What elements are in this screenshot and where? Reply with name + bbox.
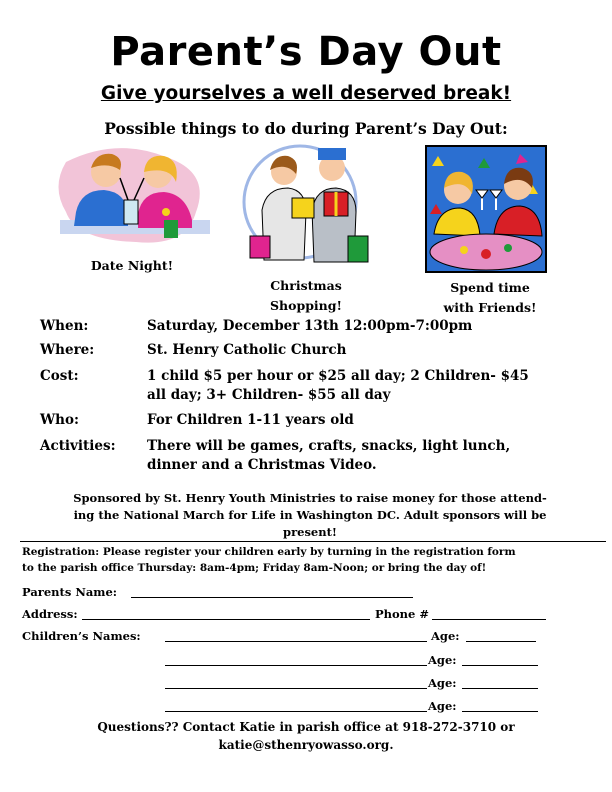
where-row [40,341,610,361]
age-label-1: Age: [431,629,460,643]
cost-label: Cost: [40,368,79,384]
registration-line1: Registration: Please register your children early by turning in the registration form [22,546,516,558]
possible-heading: Possible things to do during Parent’s Day Out: [104,119,508,138]
parents-name-field[interactable] [131,597,413,598]
address-label: Address: [22,607,78,621]
when-value: Saturday, December 13th 12:00pm-7:00pm [147,318,473,334]
child-name-field-2[interactable] [165,665,427,666]
questions-line1: Questions?? Contact Katie in parish office at 918-272-3710 or [97,720,515,734]
children-names-label: Children’s Names: [22,629,141,643]
phone-field[interactable] [432,619,546,620]
age-label-2: Age: [428,653,457,667]
friends-caption [424,278,556,318]
when-row [40,317,610,337]
child-name-field-1[interactable] [165,641,427,642]
where-label: Where: [40,342,95,358]
child-name-field-4[interactable] [165,711,427,712]
where-value: St. Henry Catholic Church [147,342,347,358]
who-value: For Children 1-11 years old [147,412,354,428]
subtitle: Give yourselves a well deserved break! [100,83,512,104]
age-field-1[interactable] [466,641,536,642]
sponsor-line2: ing the National March for Life in Washington DC. Adult sponsors will be [73,508,547,522]
registration-text [22,544,602,576]
cost-value-line2: all day; 3+ Children- $55 all day [147,387,391,403]
sponsor-line1: Sponsored by St. Henry Youth Ministries to raise money for those attend- [73,491,547,505]
christmas-caption-line1: Christmas [270,278,342,293]
when-label: When: [40,318,89,334]
age-field-3[interactable] [462,688,538,689]
parents-name-label: Parents Name: [22,585,118,599]
who-label: Who: [40,412,79,428]
divider [20,541,606,542]
questions-line2: katie@sthenryowasso.org. [218,738,394,752]
friends-caption-line1: Spend time [450,280,530,295]
activities-row [40,437,610,477]
cost-row [40,367,610,407]
friends-illustration [424,144,548,274]
christmas-caption-line2: Shopping! [270,298,342,313]
activities-value [147,437,602,475]
christmas-shopping-illustration [240,140,372,278]
cost-value-line1: 1 child $5 per hour or $25 all day; 2 Children- $45 [147,368,529,384]
christmas-shopping-caption [236,276,376,316]
age-field-4[interactable] [462,711,538,712]
age-label-4: Age: [428,699,457,713]
friends-caption-line2: with Friends! [443,300,537,315]
age-field-2[interactable] [462,665,538,666]
activities-value-line1: There will be games, crafts, snacks, light lunch, [147,438,511,454]
date-night-caption: Date Night! [90,258,174,273]
sponsor-line3: present! [283,525,337,539]
activities-label: Activities: [40,438,116,454]
address-field[interactable] [82,619,370,620]
phone-label: Phone # [375,607,429,621]
age-label-3: Age: [428,676,457,690]
date-night-illustration [46,142,218,254]
activities-value-line2: dinner and a Christmas Video. [147,457,377,473]
who-row [40,411,610,431]
cost-value [147,367,602,405]
child-name-field-3[interactable] [165,688,427,689]
sponsor-text [40,490,580,541]
registration-line2: to the parish office Thursday: 8am-4pm; Friday 8am-Noon; or bring the day of! [22,562,487,574]
page-title: Parent’s Day Out [110,29,502,75]
questions-text [0,718,612,754]
